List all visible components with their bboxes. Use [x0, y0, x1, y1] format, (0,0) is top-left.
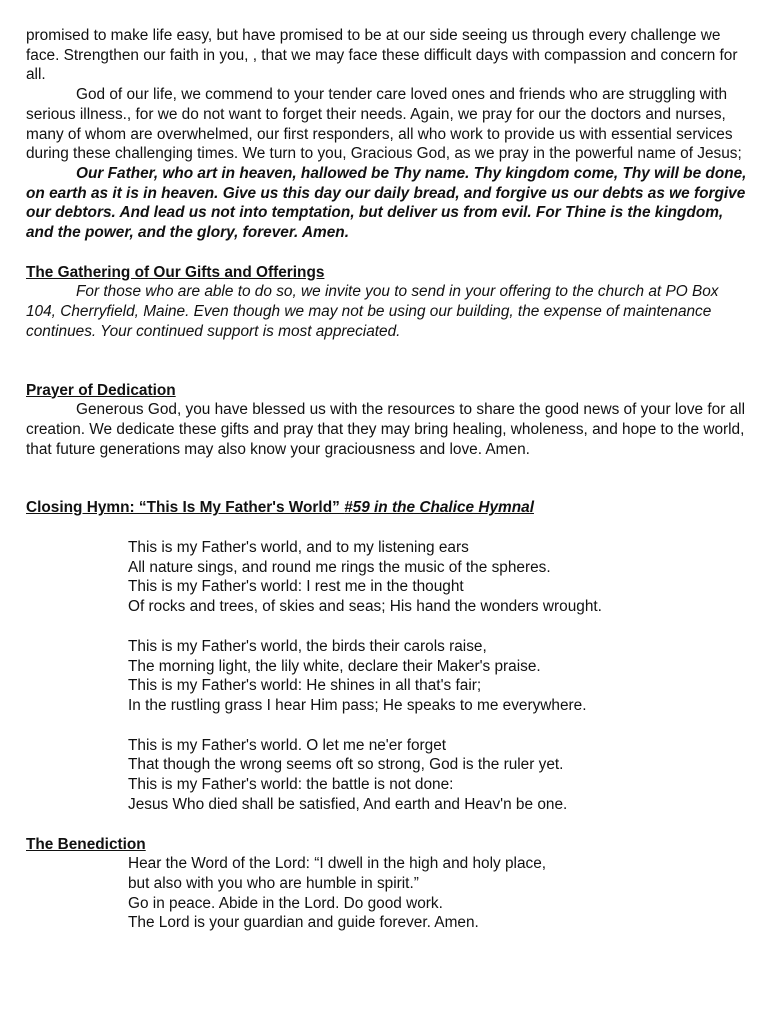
hymn-verse: [128, 637, 750, 716]
hymn-line: All nature sings, and round me rings the music of the spheres.: [128, 558, 551, 576]
hymn-verse: [128, 538, 750, 617]
hymn-heading-source: #59 in the Chalice Hymnal: [344, 499, 534, 517]
hymn-line: This is my Father's world: He shines in all that's fair;: [128, 677, 482, 695]
hymn-line: This is my Father's world: I rest me in the thought: [128, 578, 464, 596]
benediction-text: [128, 854, 750, 933]
dedication-heading: Prayer of Dedication: [26, 381, 176, 399]
hymn-line: The morning light, the lily white, declare their Maker's praise.: [128, 657, 541, 675]
benediction-line: but also with you who are humble in spirit.”: [128, 874, 419, 892]
hymn-verse: [128, 736, 750, 815]
hymn-line: This is my Father's world, the birds their carols raise,: [128, 637, 487, 655]
benediction-line: The Lord is your guardian and guide forever. Amen.: [128, 914, 479, 932]
document-page: [26, 0, 750, 933]
hymn-line: This is my Father's world. O let me ne'er forget: [128, 736, 447, 754]
offerings-text: For those who are able to do so, we invite you to send in your offering to the church at PO Box 104, Cherryfield, Maine. Even though we may not be using our building, the expense of maintenance continues. Your continued support is most appreciated.: [26, 283, 719, 340]
benediction-heading: The Benediction: [26, 835, 146, 853]
hymn-heading: [26, 498, 750, 518]
intro-paragraph-2: God of our life, we commend to your tender care loved ones and friends who are struggling with serious illness., for we do not want to forget their needs. Again, we pray for our the doctors and nurses, many of whom are overwhelmed, our first responders, all who work to provide us with essential services during these challenging times. We turn to you, Gracious God, as we pray in the powerful name of Jesus;: [26, 86, 742, 163]
benediction-line: Go in peace. Abide in the Lord. Do good work.: [128, 894, 443, 912]
hymn-lyrics: [128, 538, 750, 814]
benediction-line: Hear the Word of the Lord: “I dwell in the high and holy place,: [128, 855, 547, 873]
hymn-line: Of rocks and trees, of skies and seas; His hand the wonders wrought.: [128, 598, 602, 616]
hymn-line: That though the wrong seems oft so strong, God is the ruler yet.: [128, 756, 564, 774]
intro-paragraph-1: promised to make life easy, but have promised to be at our side seeing us through every challenge we face. Strengthen our faith in you, , that we may face these difficult days with compassion and concern for all.: [26, 27, 738, 84]
lords-prayer: Our Father, who art in heaven, hallowed be Thy name. Thy kingdom come, Thy will be done, on earth as it is in heaven. Give us this day our daily bread, and forgive us our debts as we forgive our debtors. And lead us not into temptation, but deliver us from evil. For Thine is the kingdom, and the power, and the glory, forever. Amen.: [26, 164, 747, 242]
offerings-heading: The Gathering of Our Gifts and Offerings: [26, 263, 325, 281]
hymn-heading-title: Closing Hymn: “This Is My Father's World”: [26, 499, 345, 517]
hymn-line: In the rustling grass I hear Him pass; He speaks to me everywhere.: [128, 696, 587, 714]
hymn-line: This is my Father's world: the battle is not done:: [128, 776, 454, 794]
hymn-line: This is my Father's world, and to my listening ears: [128, 539, 469, 557]
dedication-text: Generous God, you have blessed us with the resources to share the good news of your love for all creation. We dedicate these gifts and pray that they may bring healing, wholeness, and hope to the world, that future generations may also know your graciousness and love. Amen.: [26, 401, 746, 458]
hymn-line: Jesus Who died shall be satisfied, And earth and Heav'n be one.: [128, 795, 568, 813]
